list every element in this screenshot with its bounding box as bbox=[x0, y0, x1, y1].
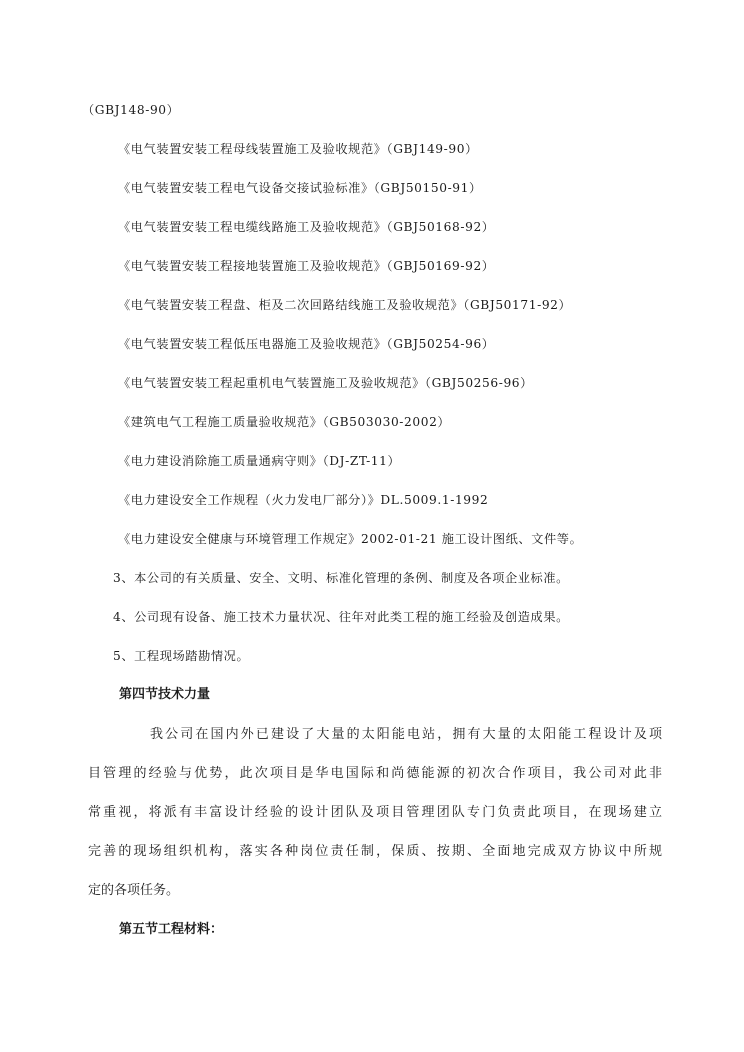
paragraph-line: 定的各项任务。 bbox=[88, 883, 180, 898]
reference-line: 《电气装置安装工程接地装置施工及验收规范》（GBJ50169-92） bbox=[118, 259, 495, 273]
reference-line: 《电气装置安装工程母线装置施工及验收规范》（GBJ149-90） bbox=[118, 142, 478, 156]
reference-line: 《建筑电气工程施工质量验收规范》（GB503030-2002） bbox=[118, 415, 451, 429]
reference-line: 《电气装置安装工程电气设备交接试验标准》（GBJ50150-91） bbox=[118, 181, 482, 195]
reference-line: 《电气装置安装工程电缆线路施工及验收规范》（GBJ50168-92） bbox=[118, 220, 495, 234]
reference-line: 《电气装置安装工程低压电器施工及验收规范》（GBJ50254-96） bbox=[118, 337, 495, 351]
reference-line: 《电力建设安全工作规程（火力发电厂部分）》DL.5009.1-1992 bbox=[118, 493, 489, 507]
reference-line: 《电力建设安全健康与环境管理工作规定》2002-01-21 施工设计图纸、文件等。 bbox=[118, 532, 583, 546]
paragraph-line: 常重视，将派有丰富设计经验的设计团队及项目管理团队专门负责此项目，在现场建立 bbox=[88, 805, 662, 820]
paragraph-line: 完善的现场组织机构，落实各种岗位责任制，保质、按期、全面地完成双方协议中所规 bbox=[88, 844, 662, 859]
reference-line-continuation: （GBJ148-90） bbox=[82, 103, 180, 117]
reference-line: 《电力建设消除施工质量通病守则》（DJ-ZT-11） bbox=[118, 454, 401, 468]
paragraph-line: 我公司在国内外已建设了大量的太阳能电站，拥有大量的太阳能工程设计及项 bbox=[150, 727, 662, 742]
numbered-item: 3、本公司的有关质量、安全、文明、标准化管理的条例、制度及各项企业标准。 bbox=[113, 571, 569, 585]
paragraph-line: 目管理的经验与优势，此次项目是华电国际和尚德能源的初次合作项目，我公司对此非 bbox=[88, 766, 662, 781]
reference-line: 《电气装置安装工程起重机电气装置施工及验收规范》（GBJ50256-96） bbox=[118, 376, 533, 390]
numbered-item: 5、工程现场踏勘情况。 bbox=[113, 649, 250, 663]
section-heading: 第五节工程材料： bbox=[119, 922, 224, 937]
numbered-item: 4、公司现有设备、施工技术力量状况、往年对此类工程的施工经验及创造成果。 bbox=[113, 610, 569, 624]
reference-line: 《电气装置安装工程盘、柜及二次回路结线施工及验收规范》（GBJ50171-92） bbox=[118, 298, 572, 312]
section-heading: 第四节技术力量 bbox=[119, 687, 211, 702]
